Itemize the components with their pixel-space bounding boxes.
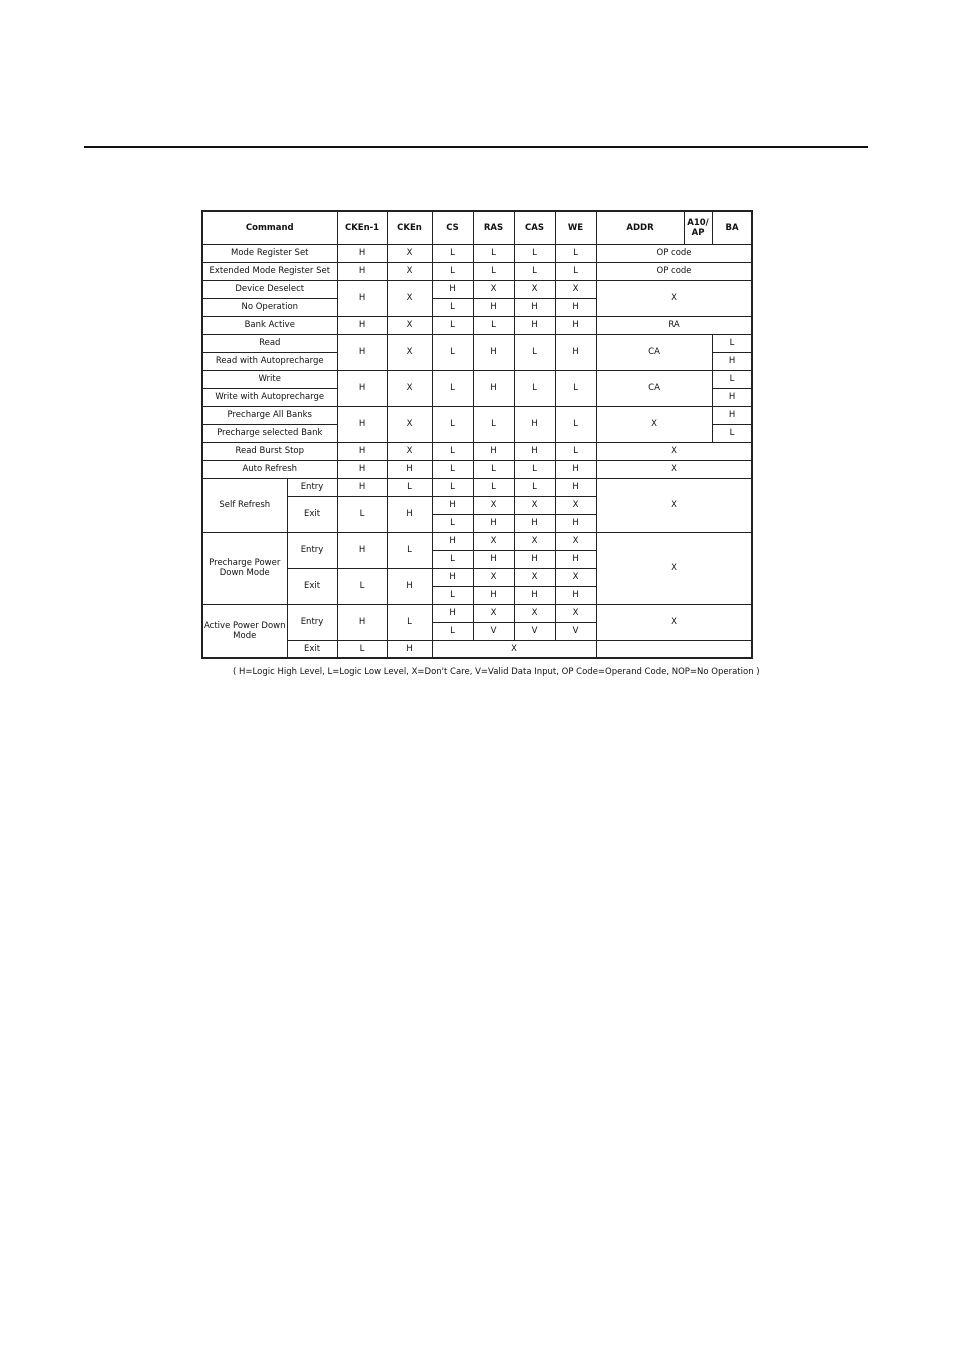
cell: X [432, 640, 596, 658]
cell: H [514, 586, 555, 604]
cell: H [337, 478, 387, 496]
cell: H [432, 532, 473, 550]
cell: L [473, 478, 514, 496]
cell: H [514, 316, 555, 334]
cell: X [387, 262, 432, 280]
table-row [202, 406, 752, 424]
cell: L [473, 262, 514, 280]
cell: V [555, 622, 596, 640]
cell: L [514, 262, 555, 280]
cell-addr: X [596, 442, 752, 460]
cell: X [514, 568, 555, 586]
cell: L [337, 640, 387, 658]
header-a10ap: A10/ AP [684, 211, 712, 244]
cell: X [387, 316, 432, 334]
cell: H [473, 334, 514, 370]
cell: H [387, 640, 432, 658]
cell-addr: X [596, 532, 752, 604]
cell: L [473, 406, 514, 442]
cell: H [337, 406, 387, 442]
cell: L [473, 460, 514, 478]
cell: L [387, 604, 432, 640]
cell-command: Auto Refresh [202, 460, 337, 478]
cell: L [387, 532, 432, 568]
cell: H [387, 496, 432, 532]
cell: X [387, 370, 432, 406]
cell: L [514, 478, 555, 496]
cell: H [473, 550, 514, 568]
table-row [202, 370, 752, 388]
table-row [202, 460, 752, 478]
cell: X [514, 496, 555, 514]
cell: L [432, 334, 473, 370]
cell-addr: X [596, 280, 752, 316]
cell-addr: X [596, 406, 712, 442]
cell-subcommand: Exit [287, 496, 337, 532]
cell: H [514, 298, 555, 316]
cell: H [514, 442, 555, 460]
cell: H [555, 316, 596, 334]
cell: H [473, 298, 514, 316]
cell: H [473, 370, 514, 406]
header-cas: CAS [514, 211, 555, 244]
cell: L [432, 262, 473, 280]
cell: H [555, 586, 596, 604]
cell: L [432, 460, 473, 478]
cell: L [555, 442, 596, 460]
cell: H [432, 568, 473, 586]
cell: H [337, 370, 387, 406]
cell-addr: CA [596, 334, 712, 370]
cell: L [514, 370, 555, 406]
cell-a10: L [712, 370, 752, 388]
header-cken: CKEn [387, 211, 432, 244]
cell-command: Self Refresh [202, 478, 287, 532]
cell-a10: H [712, 352, 752, 370]
cell: H [337, 604, 387, 640]
cell-a10: L [712, 334, 752, 352]
cell: H [337, 316, 387, 334]
cell: L [432, 514, 473, 532]
cell: L [337, 568, 387, 604]
cell-addr: CA [596, 370, 712, 406]
cell: X [514, 532, 555, 550]
cell-command: Read Burst Stop [202, 442, 337, 460]
cell-addr: X [596, 460, 752, 478]
cell: L [432, 316, 473, 334]
cell-a10: H [712, 406, 752, 424]
cell-addr: X [596, 478, 752, 532]
cell: X [555, 604, 596, 622]
cell-command: Precharge All Banks [202, 406, 337, 424]
cell: H [555, 298, 596, 316]
header-ba: BA [712, 211, 752, 244]
cell: X [473, 280, 514, 298]
cell: L [514, 334, 555, 370]
cell: X [555, 532, 596, 550]
cell-command: Extended Mode Register Set [202, 262, 337, 280]
cell: X [555, 280, 596, 298]
cell-a10: H [712, 388, 752, 406]
cell: L [514, 244, 555, 262]
cell: H [337, 532, 387, 568]
cell: X [514, 280, 555, 298]
cell: L [432, 586, 473, 604]
cell-command: Bank Active [202, 316, 337, 334]
cell: H [473, 514, 514, 532]
cell: H [432, 496, 473, 514]
cell: X [387, 280, 432, 316]
cell: H [337, 244, 387, 262]
table-row [202, 532, 752, 550]
cell: H [514, 514, 555, 532]
cell: X [514, 604, 555, 622]
cell: L [432, 442, 473, 460]
cell-addr: X [596, 604, 752, 640]
cell: H [432, 604, 473, 622]
cell: H [514, 550, 555, 568]
cell: H [337, 280, 387, 316]
cell: X [473, 568, 514, 586]
cell-subcommand: Entry [287, 604, 337, 640]
cell: H [337, 262, 387, 280]
cell: L [473, 316, 514, 334]
cell: H [337, 442, 387, 460]
cell: L [555, 370, 596, 406]
cell: H [473, 442, 514, 460]
cell-command: Active Power Down Mode [202, 604, 287, 658]
cell: X [473, 532, 514, 550]
cell: L [432, 550, 473, 568]
cell-subcommand: Exit [287, 640, 337, 658]
cell-subcommand: Entry [287, 532, 337, 568]
table-row [202, 280, 752, 298]
header-ras: RAS [473, 211, 514, 244]
cell: L [555, 406, 596, 442]
cell-addr-empty [596, 640, 752, 658]
cell: X [387, 442, 432, 460]
header-command: Command [202, 211, 337, 244]
cell-a10: L [712, 424, 752, 442]
header-cs: CS [432, 211, 473, 244]
cell-subcommand: Entry [287, 478, 337, 496]
cell: L [432, 298, 473, 316]
cell: L [473, 244, 514, 262]
cell-addr: OP code [596, 244, 752, 262]
table-row [202, 244, 752, 262]
cell: X [387, 334, 432, 370]
cell: X [387, 244, 432, 262]
cell-subcommand: Exit [287, 568, 337, 604]
cell: V [473, 622, 514, 640]
table-row [202, 262, 752, 280]
cell: L [432, 478, 473, 496]
table-row [202, 478, 752, 496]
top-rule [84, 146, 868, 148]
cell-command: Write [202, 370, 337, 388]
cell: H [473, 586, 514, 604]
cell: V [514, 622, 555, 640]
table-row [202, 334, 752, 352]
cell-command: Read with Autoprecharge [202, 352, 337, 370]
cell: X [555, 496, 596, 514]
cell: H [387, 568, 432, 604]
cell: H [555, 550, 596, 568]
cell: H [555, 514, 596, 532]
table-row [202, 604, 752, 622]
header-cken1: CKEn-1 [337, 211, 387, 244]
cell-command: Write with Autoprecharge [202, 388, 337, 406]
cell: X [473, 496, 514, 514]
cell: L [432, 244, 473, 262]
cell: H [555, 334, 596, 370]
cell: H [337, 460, 387, 478]
cell: H [555, 460, 596, 478]
cell-command: Mode Register Set [202, 244, 337, 262]
cell-command: Precharge Power Down Mode [202, 532, 287, 604]
table-row [202, 442, 752, 460]
table-row [202, 316, 752, 334]
header-we: WE [555, 211, 596, 244]
header-row [202, 211, 752, 244]
cell: X [555, 568, 596, 586]
cell: X [387, 406, 432, 442]
header-addr: ADDR [596, 211, 684, 244]
table-footnote: ( H=Logic High Level, L=Logic Low Level, X=Don't Care, V=Valid Data Input, OP Code=Operand Code, NOP=No Operation ) [233, 667, 760, 677]
cell-addr: RA [596, 316, 752, 334]
cell: L [387, 478, 432, 496]
cell-addr: OP code [596, 262, 752, 280]
cell: L [555, 244, 596, 262]
cell: L [555, 262, 596, 280]
cell: H [387, 460, 432, 478]
cell: H [555, 478, 596, 496]
cell: L [514, 460, 555, 478]
cell: H [432, 280, 473, 298]
cell: X [473, 604, 514, 622]
cell: L [432, 622, 473, 640]
cell-command: Precharge selected Bank [202, 424, 337, 442]
cell-command: Device Deselect [202, 280, 337, 298]
cell: L [432, 370, 473, 406]
cell-command: Read [202, 334, 337, 352]
cell: L [432, 406, 473, 442]
command-truth-table [201, 210, 753, 659]
cell: L [337, 496, 387, 532]
cell: H [337, 334, 387, 370]
cell-command: No Operation [202, 298, 337, 316]
cell: H [514, 406, 555, 442]
